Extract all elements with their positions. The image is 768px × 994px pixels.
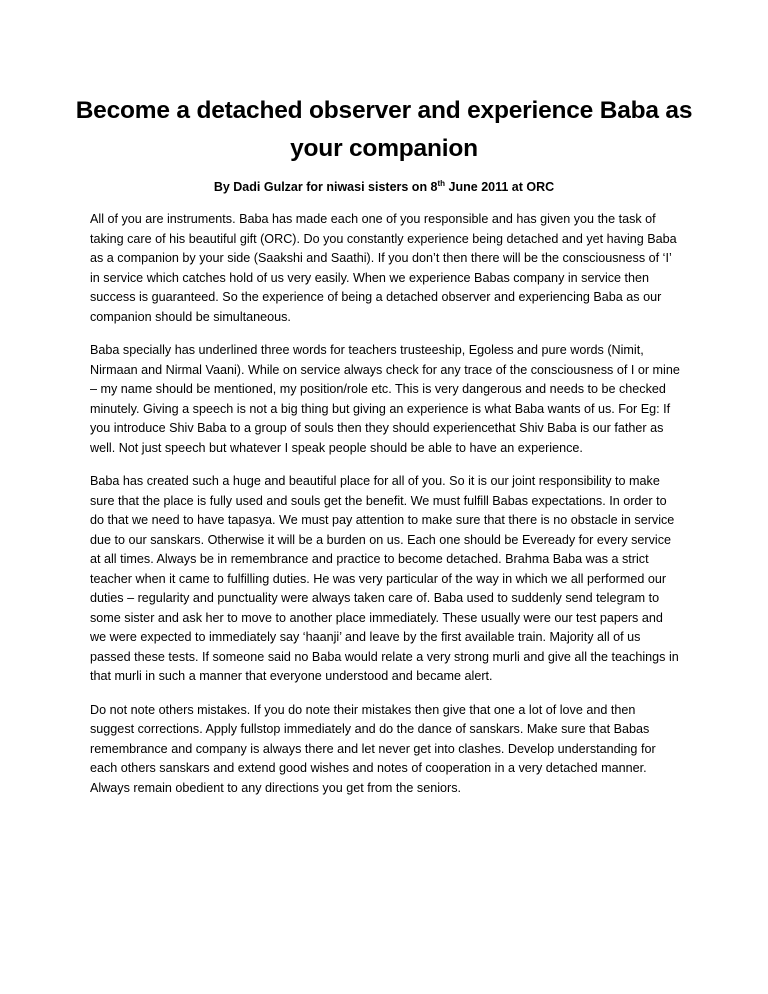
byline-text-end: June 2011 at ORC [445,180,555,194]
paragraph-1: All of you are instruments. Baba has made each one of you responsible and has given you the task of taking care of his beautiful gift (ORC). Do you constantly experience being detached and yet having Baba as a companion by your side (Saakshi and Saathi). If you don’t then there will be the consciousness of ‘I’ in service which catches hold of us very easily. When we experience Babas company in service then success is guaranteed. So the experience of being a detached observer and experiencing Baba as our companion should be simultaneous. [90,212,677,324]
paragraph-2: Baba specially has underlined three words for teachers trusteeship, Egoless and pure words (Nimit, Nirmaan and Nirmal Vaani). While on service always check for any trace of the consciousness of I or mine – my name should be mentioned, my position/role etc. This is very dangerous and needs to be checked minutely. Giving a speech is not a big thing but giving an experience is what Baba wants of us. For Eg: If you introduce Shiv Baba to a group of souls then they should experiencethat Shiv Baba is our father as well. Not just speech but whatever I speak people should be able to have an experience. [90,343,680,455]
byline [90,179,678,195]
byline-superscript: th [437,179,446,188]
paragraph-4: Do not note others mistakes. If you do note their mistakes then give that one a lot of love and then suggest corrections. Apply fullstop immediately and do the dance of sanskars. Make sure that Babas remembrance and company is always there and let never get into clashes. Develop understanding for each others sanskars and extend good wishes and notes of cooperation in a very detached manner. Always remain obedient to any directions you get from the seniors. [90,702,656,795]
paragraph-3: Baba has created such a huge and beautiful place for all of you. So it is our joint responsibility to make sure that the place is fully used and souls get the benefit. We must fulfill Babas expectations. In order to do that we need to have tapasya. We must pay attention to make sure that there is no obstacle in service due to our sanskars. Otherwise it will be a burden on us. Each one should be Eveready for every service at all times. Always be in remembrance and practice to become detached. Brahma Baba was a strict teacher when it came to fulfilling duties. He was very particular of the way in which we all performed our duties – regularity and punctuality were always taken care of. Baba used to suddenly send telegram to some sister and ask her to move to another place immediately. These usually were our test papers and we were expected to immediately say ‘haanji’ and leave by the first available train. Majority all of us passed these tests. If someone said no Baba would relate a very strong murli and give all the teachings in that murli in such a manner that everyone understood and became alert. [90,474,679,683]
byline-text: By Dadi Gulzar for niwasi sisters on 8 [213,180,438,194]
document-title: Become a detached observer and experience Baba as your companion [75,97,693,162]
body-text [90,210,680,812]
